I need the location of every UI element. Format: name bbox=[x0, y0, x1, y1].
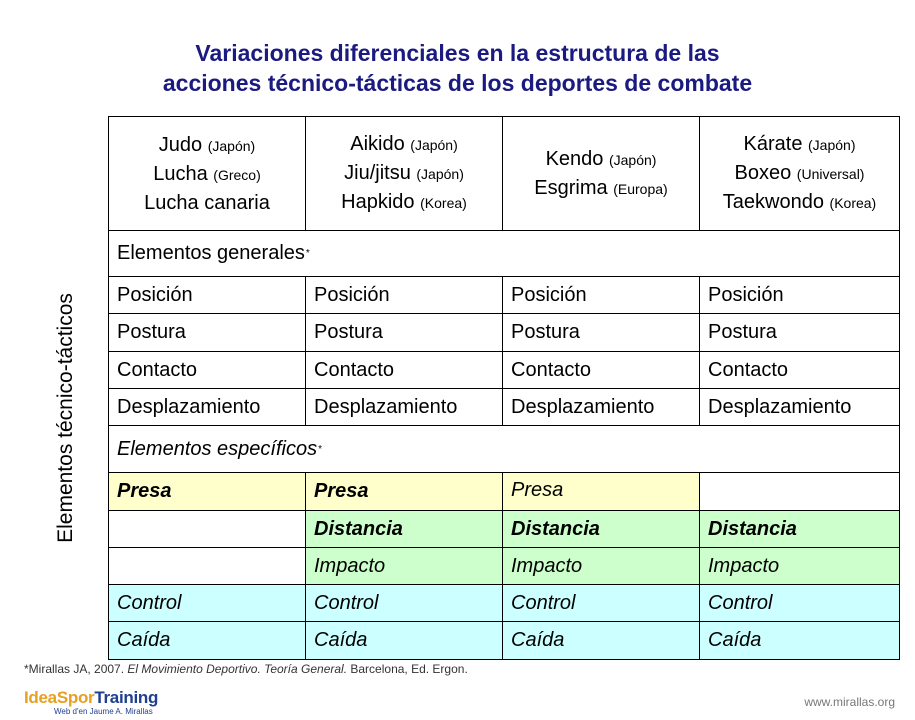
sport-origin: (Korea) bbox=[829, 195, 877, 211]
comparison-table bbox=[108, 116, 899, 660]
website-url: www.mirallas.org bbox=[804, 695, 895, 709]
general-elements-mark: * bbox=[305, 248, 310, 259]
sport-name: Boxeo bbox=[734, 162, 792, 184]
title-line-1: Variaciones diferenciales en la estructura de las bbox=[195, 40, 720, 66]
side-axis-label-text: Elementos técnico-tácticos bbox=[54, 293, 77, 543]
specific-element-cell: Presa bbox=[502, 472, 700, 511]
logo-tagline: Web d'en Jaume A. Mirallas bbox=[54, 707, 153, 716]
specific-element-cell: Presa bbox=[108, 472, 306, 511]
sport-line bbox=[723, 188, 876, 217]
page-title bbox=[0, 38, 915, 98]
general-element-cell: Posición bbox=[502, 276, 700, 314]
sport-origin: (Japón) bbox=[410, 137, 458, 153]
specific-element-cell: Control bbox=[699, 584, 900, 622]
sport-name: Hapkido bbox=[341, 191, 415, 213]
specific-element-cell: Impacto bbox=[699, 547, 900, 585]
general-element-cell: Contacto bbox=[699, 351, 900, 389]
footnote-prefix: *Mirallas JA, 2007. bbox=[24, 662, 128, 676]
sport-line bbox=[341, 188, 467, 217]
sport-group-header bbox=[108, 116, 306, 231]
specific-element-cell: Distancia bbox=[699, 510, 900, 548]
sport-name: Judo bbox=[158, 133, 203, 156]
general-element-cell: Desplazamiento bbox=[502, 388, 700, 426]
general-element-cell: Posición bbox=[699, 276, 900, 314]
general-element-cell: Contacto bbox=[108, 351, 306, 389]
sport-line bbox=[153, 160, 261, 189]
general-element-cell: Desplazamiento bbox=[305, 388, 503, 426]
footnote-suffix: Barcelona, Ed. Ergon. bbox=[347, 662, 468, 676]
specific-element-cell: Presa bbox=[305, 472, 503, 511]
sport-line bbox=[534, 174, 667, 203]
sport-line bbox=[744, 130, 856, 159]
specific-element-cell: Distancia bbox=[305, 510, 503, 548]
sport-line bbox=[344, 159, 464, 188]
general-element-cell: Desplazamiento bbox=[108, 388, 306, 426]
logo-part-2: Training bbox=[94, 688, 159, 707]
footnote bbox=[24, 662, 468, 676]
general-element-cell: Posición bbox=[108, 276, 306, 314]
general-element-cell: Postura bbox=[305, 313, 503, 352]
sport-origin: (Universal) bbox=[796, 166, 865, 182]
specific-element-cell: Control bbox=[108, 584, 306, 622]
sport-origin: (Korea) bbox=[420, 195, 467, 211]
sport-line bbox=[546, 145, 657, 174]
specific-element-cell: Control bbox=[502, 584, 700, 622]
sport-group-header bbox=[699, 116, 900, 231]
sport-name: Lucha canaria bbox=[144, 191, 270, 214]
specific-element-cell bbox=[699, 472, 900, 511]
specific-elements-label: Elementos específicos bbox=[117, 437, 318, 460]
title-line-2: acciones técnico-tácticas de los deportes de combate bbox=[162, 70, 753, 96]
sport-name: Esgrima bbox=[534, 176, 608, 199]
sport-line bbox=[144, 189, 270, 217]
sport-origin: (Japón) bbox=[416, 166, 464, 182]
specific-elements-mark: * bbox=[318, 443, 323, 455]
specific-element-cell bbox=[108, 510, 306, 548]
specific-element-cell: Caída bbox=[108, 621, 306, 660]
side-axis-label bbox=[49, 230, 83, 606]
sport-origin: (Japón) bbox=[608, 151, 657, 168]
general-elements-band bbox=[108, 230, 900, 277]
logo-part-1: IdeaSpor bbox=[24, 688, 95, 707]
sport-name: Aikido bbox=[350, 133, 405, 155]
sport-name: Jiu/jitsu bbox=[344, 162, 411, 184]
specific-element-cell: Caída bbox=[502, 621, 700, 660]
sport-name: Lucha bbox=[153, 162, 208, 185]
sport-group-header bbox=[305, 116, 503, 231]
specific-element-cell: Caída bbox=[699, 621, 900, 660]
specific-elements-band bbox=[108, 425, 900, 473]
general-element-cell: Posición bbox=[305, 276, 503, 314]
sport-name: Kendo bbox=[545, 147, 604, 170]
general-element-cell: Contacto bbox=[305, 351, 503, 389]
sport-origin: (Japón) bbox=[808, 137, 856, 153]
brand-logo bbox=[24, 688, 184, 718]
general-elements-label: Elementos generales bbox=[117, 242, 305, 264]
general-element-cell: Postura bbox=[108, 313, 306, 352]
specific-element-cell bbox=[108, 547, 306, 585]
general-element-cell: Postura bbox=[699, 313, 900, 352]
sport-origin: (Japón) bbox=[207, 137, 256, 154]
sport-group-header bbox=[502, 116, 700, 231]
sport-line bbox=[735, 159, 865, 188]
specific-element-cell: Distancia bbox=[502, 510, 700, 548]
sport-name: Kárate bbox=[743, 133, 803, 155]
specific-element-cell: Impacto bbox=[502, 547, 700, 585]
sport-origin: (Europa) bbox=[613, 180, 668, 197]
specific-element-cell: Caída bbox=[305, 621, 503, 660]
specific-element-cell: Control bbox=[305, 584, 503, 622]
sport-line bbox=[350, 130, 458, 159]
sport-origin: (Greco) bbox=[213, 166, 261, 183]
sport-line bbox=[159, 131, 255, 160]
specific-element-cell: Impacto bbox=[305, 547, 503, 585]
general-element-cell: Desplazamiento bbox=[699, 388, 900, 426]
sport-name: Taekwondo bbox=[722, 191, 824, 213]
general-element-cell: Postura bbox=[502, 313, 700, 352]
footnote-book: El Movimiento Deportivo. Teoría General. bbox=[127, 662, 348, 676]
general-element-cell: Contacto bbox=[502, 351, 700, 389]
